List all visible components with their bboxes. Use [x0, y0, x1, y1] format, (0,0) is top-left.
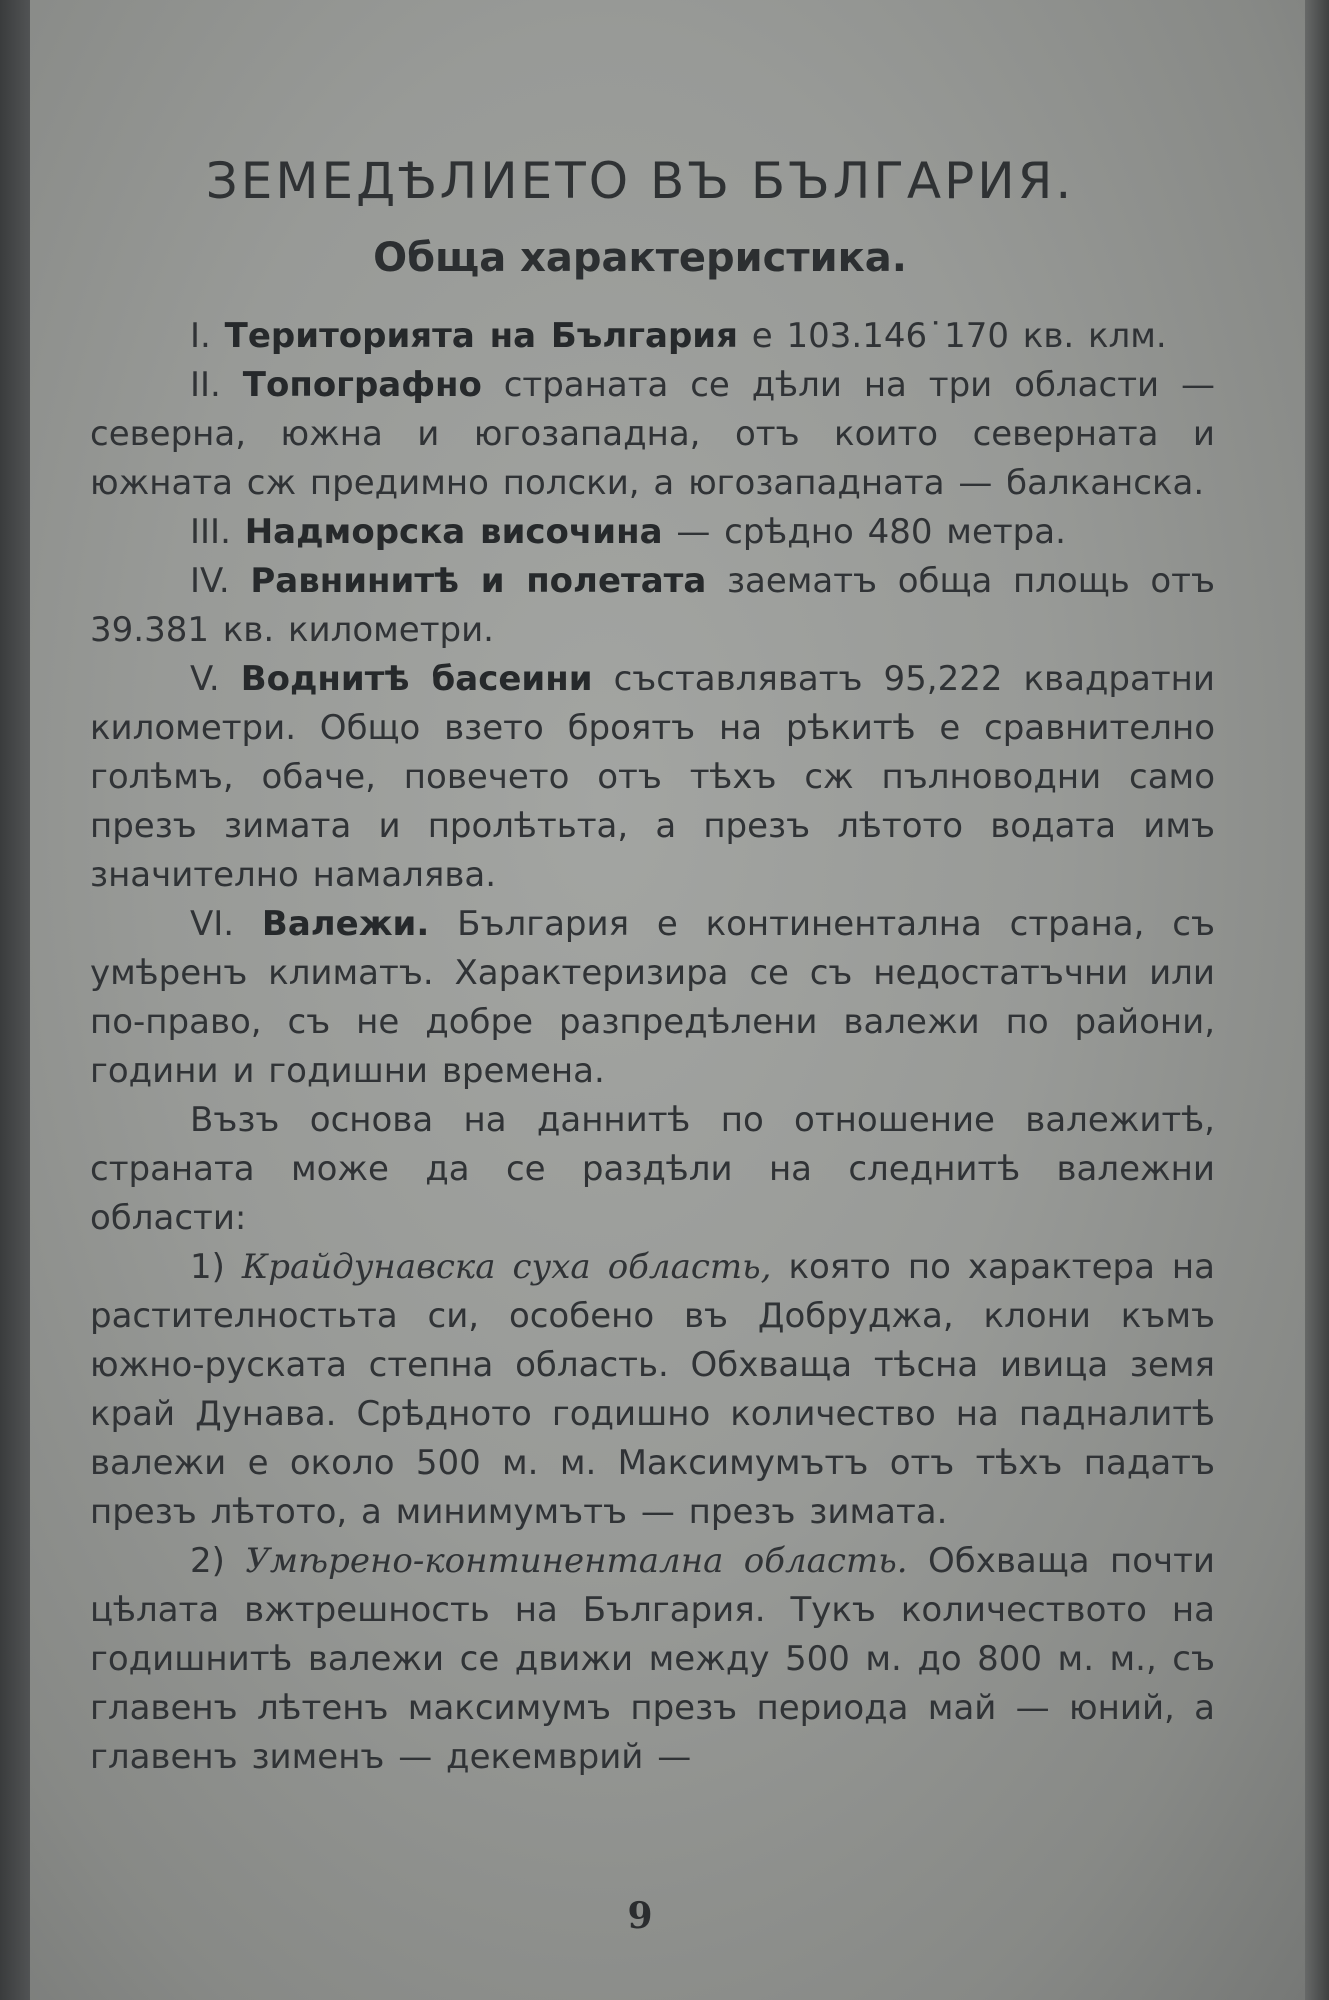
section-number: V. — [190, 659, 220, 699]
region-text: Обхваща почти цѣлата вжтрешность на България. Тукъ количеството на годишнитѣ валежи се движи между 500 м. до 800 м. м., съ главенъ лѣтенъ максимумъ презъ периода май — юний, а главенъ зименъ — декемврий — — [90, 1541, 1215, 1777]
section-plains — [90, 557, 1215, 655]
section-heading: Воднитѣ басеини — [240, 659, 593, 699]
section-number: VI. — [190, 904, 235, 944]
section-heading: Територията на България — [224, 316, 738, 356]
section-topography — [90, 361, 1215, 508]
region-number: 1) — [190, 1247, 225, 1287]
section-text: страната се дѣли на три области — северна, южна и югозападна, отъ които северната и южната сж предимно полски, а югозападната — балканска. — [90, 365, 1215, 503]
book-page — [30, 0, 1305, 2000]
section-precipitation — [90, 900, 1215, 1096]
section-territory — [90, 312, 1215, 361]
page-title: ЗЕМЕДѢЛИЕТО ВЪ БЪЛГАРИЯ. — [205, 152, 1075, 210]
section-number: I. — [190, 316, 211, 356]
section-altitude — [90, 508, 1215, 557]
region-name: Крайдунавска суха область, — [241, 1247, 772, 1287]
region-text: която по характера на растителностьта си, особено въ Добруджа, клони къмъ южно-руската степна область. Обхваща тѣсна ивица земя край Дунава. Срѣдното годишно количество на падналитѣ валежи е около 500 м. м. Максимумътъ отъ тѣхъ падатъ презъ лѣтото, а минимумътъ — презъ зимата. — [90, 1247, 1215, 1532]
section-heading: Валежи. — [261, 904, 430, 944]
page-body — [90, 312, 1215, 1782]
section-text: — срѣдно 480 метра. — [676, 512, 1066, 552]
section-text: България е континентална страна, съ умѣренъ климатъ. Характеризира се съ недостатъчни или по-право, съ не добре разпредѣлени валежи по райони, години и годишни времена. — [90, 904, 1215, 1091]
section-heading: Топографно — [242, 365, 482, 405]
section-text: съставляватъ 95,222 квадратни километри. Общо взето броятъ на рѣкитѣ е сравнително голѣмъ, обаче, повечето отъ тѣхъ сж пълноводни само презъ зимата и пролѣтьта, а презъ лѣтото водата имъ значително намалява. — [90, 659, 1215, 895]
section-text: е 103.146˙170 кв. клм. — [751, 316, 1167, 356]
page-subtitle: Обща характеристика. — [373, 235, 907, 281]
region-name: Умѣрено-континентална область. — [245, 1541, 908, 1581]
section-number: III. — [190, 512, 231, 552]
page-number: 9 — [627, 1895, 653, 1937]
region-danube — [90, 1243, 1215, 1537]
section-text: заематъ обща площь отъ 39.381 кв. километри. — [90, 561, 1216, 650]
section-heading: Надморска височина — [244, 512, 663, 552]
intro-paragraph: Възъ основа на даннитѣ по отношение валежитѣ, страната може да се раздѣли на следнитѣ валежни области: — [90, 1100, 1215, 1238]
section-heading: Равнинитѣ и полетата — [250, 561, 707, 601]
section-number: IV. — [190, 561, 230, 601]
region-moderate-continental — [90, 1537, 1215, 1782]
region-number: 2) — [190, 1541, 225, 1581]
section-water-basins — [90, 655, 1215, 900]
section-number: II. — [190, 365, 221, 405]
